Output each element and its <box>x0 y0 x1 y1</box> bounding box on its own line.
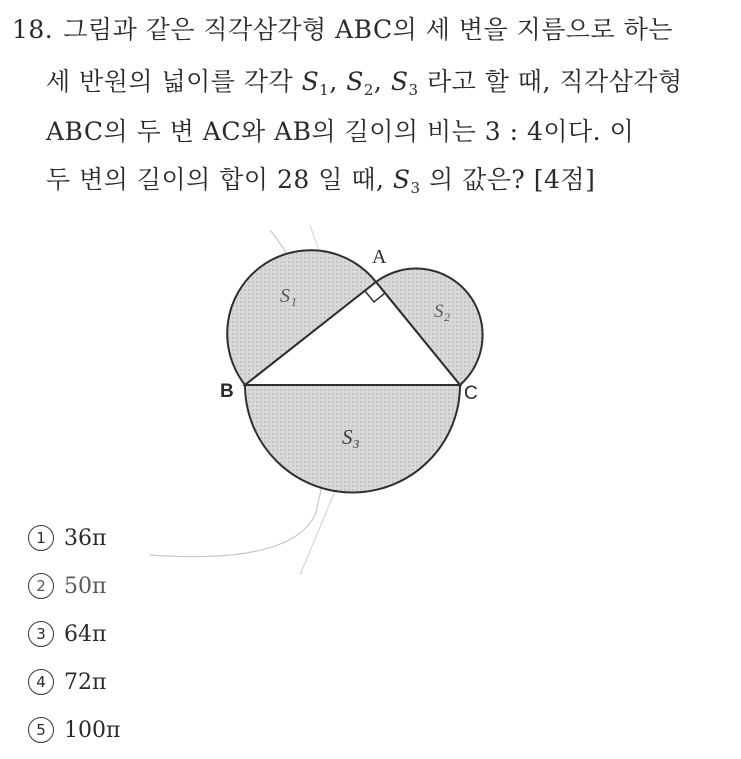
question-line-4 <box>46 160 595 197</box>
choice-4-value: 72π <box>64 669 107 695</box>
choice-5-mark: 5 <box>28 717 54 743</box>
choice-2-mark: 2 <box>28 573 54 599</box>
vertex-label-c: C <box>464 383 478 404</box>
s3-symbol: $S_3$ <box>390 67 419 99</box>
question-line-2-text-b: 라고 할 때, 직각삼각형 <box>418 67 683 96</box>
choice-3-mark: 3 <box>28 621 54 647</box>
choice-3-value: 64π <box>64 621 107 647</box>
figure-svg <box>120 205 580 585</box>
choice-4[interactable] <box>28 669 106 695</box>
vertex-label-b: B <box>220 381 234 402</box>
question-line-2-text-a: 세 반원의 넓이를 각각 <box>46 67 302 96</box>
region-label-s1: S₁ <box>280 285 297 307</box>
question-line-4-text-b: 의 값은? [4점] <box>420 165 596 194</box>
region-label-s3: S₃ <box>342 425 360 449</box>
question-number: 18. <box>12 15 54 44</box>
choice-1[interactable] <box>28 525 106 551</box>
triangle-semicircle-figure <box>120 205 580 585</box>
s1-symbol: $S_1$ <box>301 67 330 99</box>
s3-symbol-2: $S_3$ <box>392 165 421 197</box>
choice-1-mark: 1 <box>28 525 54 551</box>
choice-5-value: 100π <box>64 717 121 743</box>
choice-2[interactable] <box>28 573 106 599</box>
question-line-3: ABC의 두 변 AC와 AB의 길이의 비는 3 : 4이다. 이 <box>46 117 635 146</box>
choice-2-value: 50π <box>64 573 107 599</box>
question-line-4-text-a: 두 변의 길이의 합이 28 일 때, <box>46 165 393 194</box>
question-line-1-text: 그림과 같은 직각삼각형 ABC의 세 변을 지름으로 하는 <box>63 15 673 44</box>
choice-5[interactable] <box>28 717 120 743</box>
choice-4-mark: 4 <box>28 669 54 695</box>
region-label-s2: S₂ <box>434 301 451 322</box>
question-line-2: 세 반원의 넓이를 각각 $S_1$, $S_2$, $S_3$ 라고 할 때, 직각삼각형 <box>46 67 683 99</box>
s2-symbol: $S_2$ <box>346 67 374 99</box>
question-line-1 <box>12 10 673 46</box>
choice-1-value: 36π <box>64 525 107 551</box>
choice-3[interactable] <box>28 621 106 647</box>
vertex-label-a: A <box>372 246 387 268</box>
